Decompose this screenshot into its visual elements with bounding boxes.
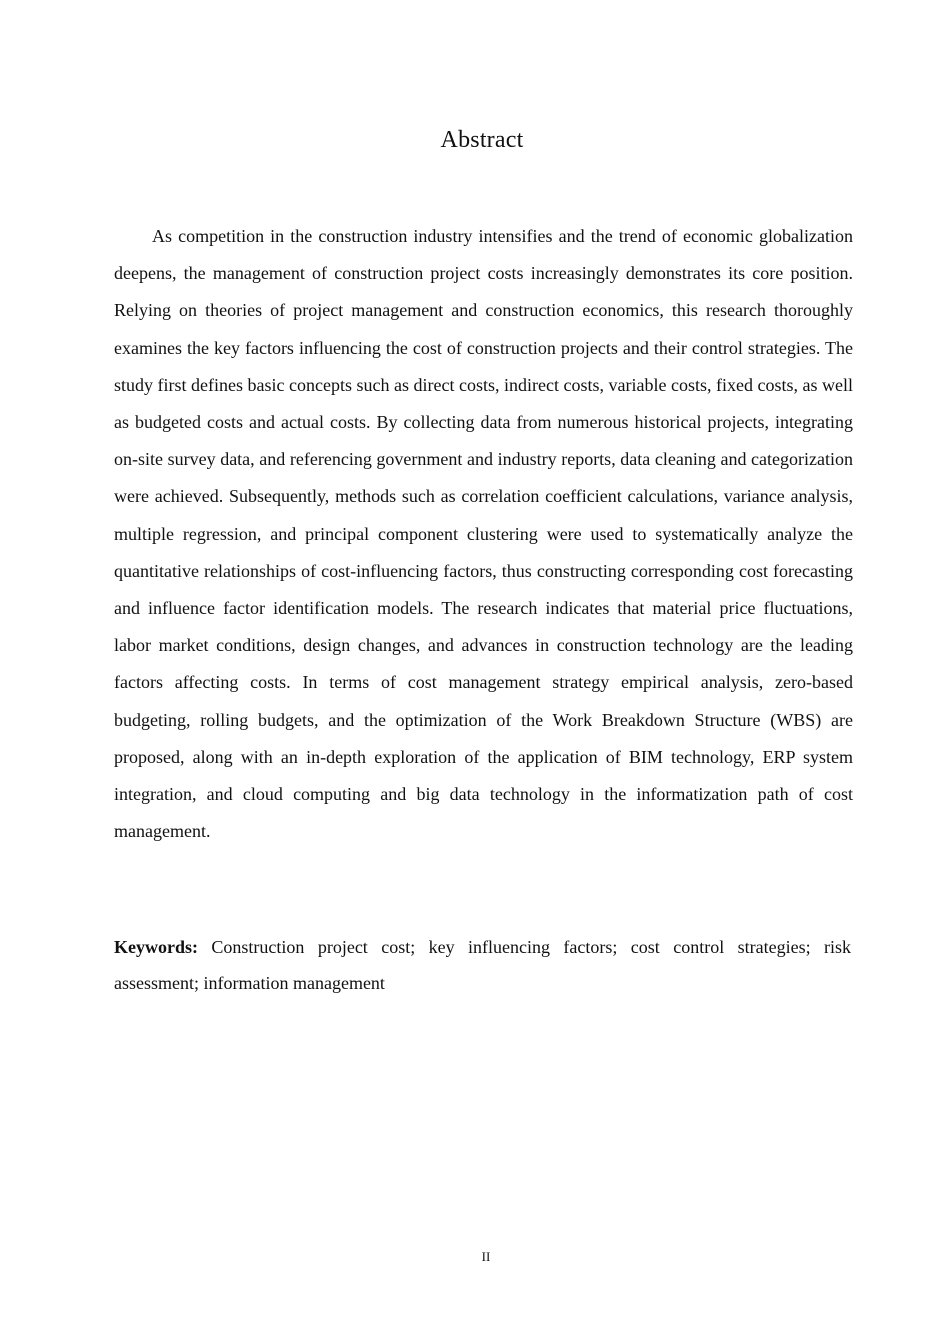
abstract-title: Abstract — [440, 127, 524, 153]
keywords-paragraph — [114, 929, 851, 1001]
keywords-text: Construction project cost; key influencing factors; cost control strategies; risk assessment; information management — [114, 937, 851, 993]
keywords-label: Keywords: — [114, 937, 198, 957]
page-number: II — [481, 1249, 491, 1264]
abstract-paragraph: As competition in the construction industry intensifies and the trend of economic globalization deepens, the management of construction project costs increasingly demonstrates its core position. Relying on theories of project management and construction economics, this research thoroughly examines the key factors influencing the cost of construction projects and their control strategies. The study first defines basic concepts such as direct costs, indirect costs, variable costs, fixed costs, as well as budgeted costs and actual costs. By collecting data from numerous historical projects, integrating on-site survey data, and referencing government and industry reports, data cleaning and categorization were achieved. Subsequently, methods such as correlation coefficient calculations, variance analysis, multiple regression, and principal component clustering were used to systematically analyze the quantitative relationships of cost-influencing factors, thus constructing corresponding cost forecasting and influence factor identification models. The research indicates that material price fluctuations, labor market conditions, design changes, and advances in construction technology are the leading factors affecting costs. In terms of cost management strategy empirical analysis, zero-based budgeting, rolling budgets, and the optimization of the Work Breakdown Structure (WBS) are proposed, along with an in-depth exploration of the application of BIM technology, ERP system integration, and cloud computing and big data technology in the informatization path of cost management. — [114, 226, 853, 842]
